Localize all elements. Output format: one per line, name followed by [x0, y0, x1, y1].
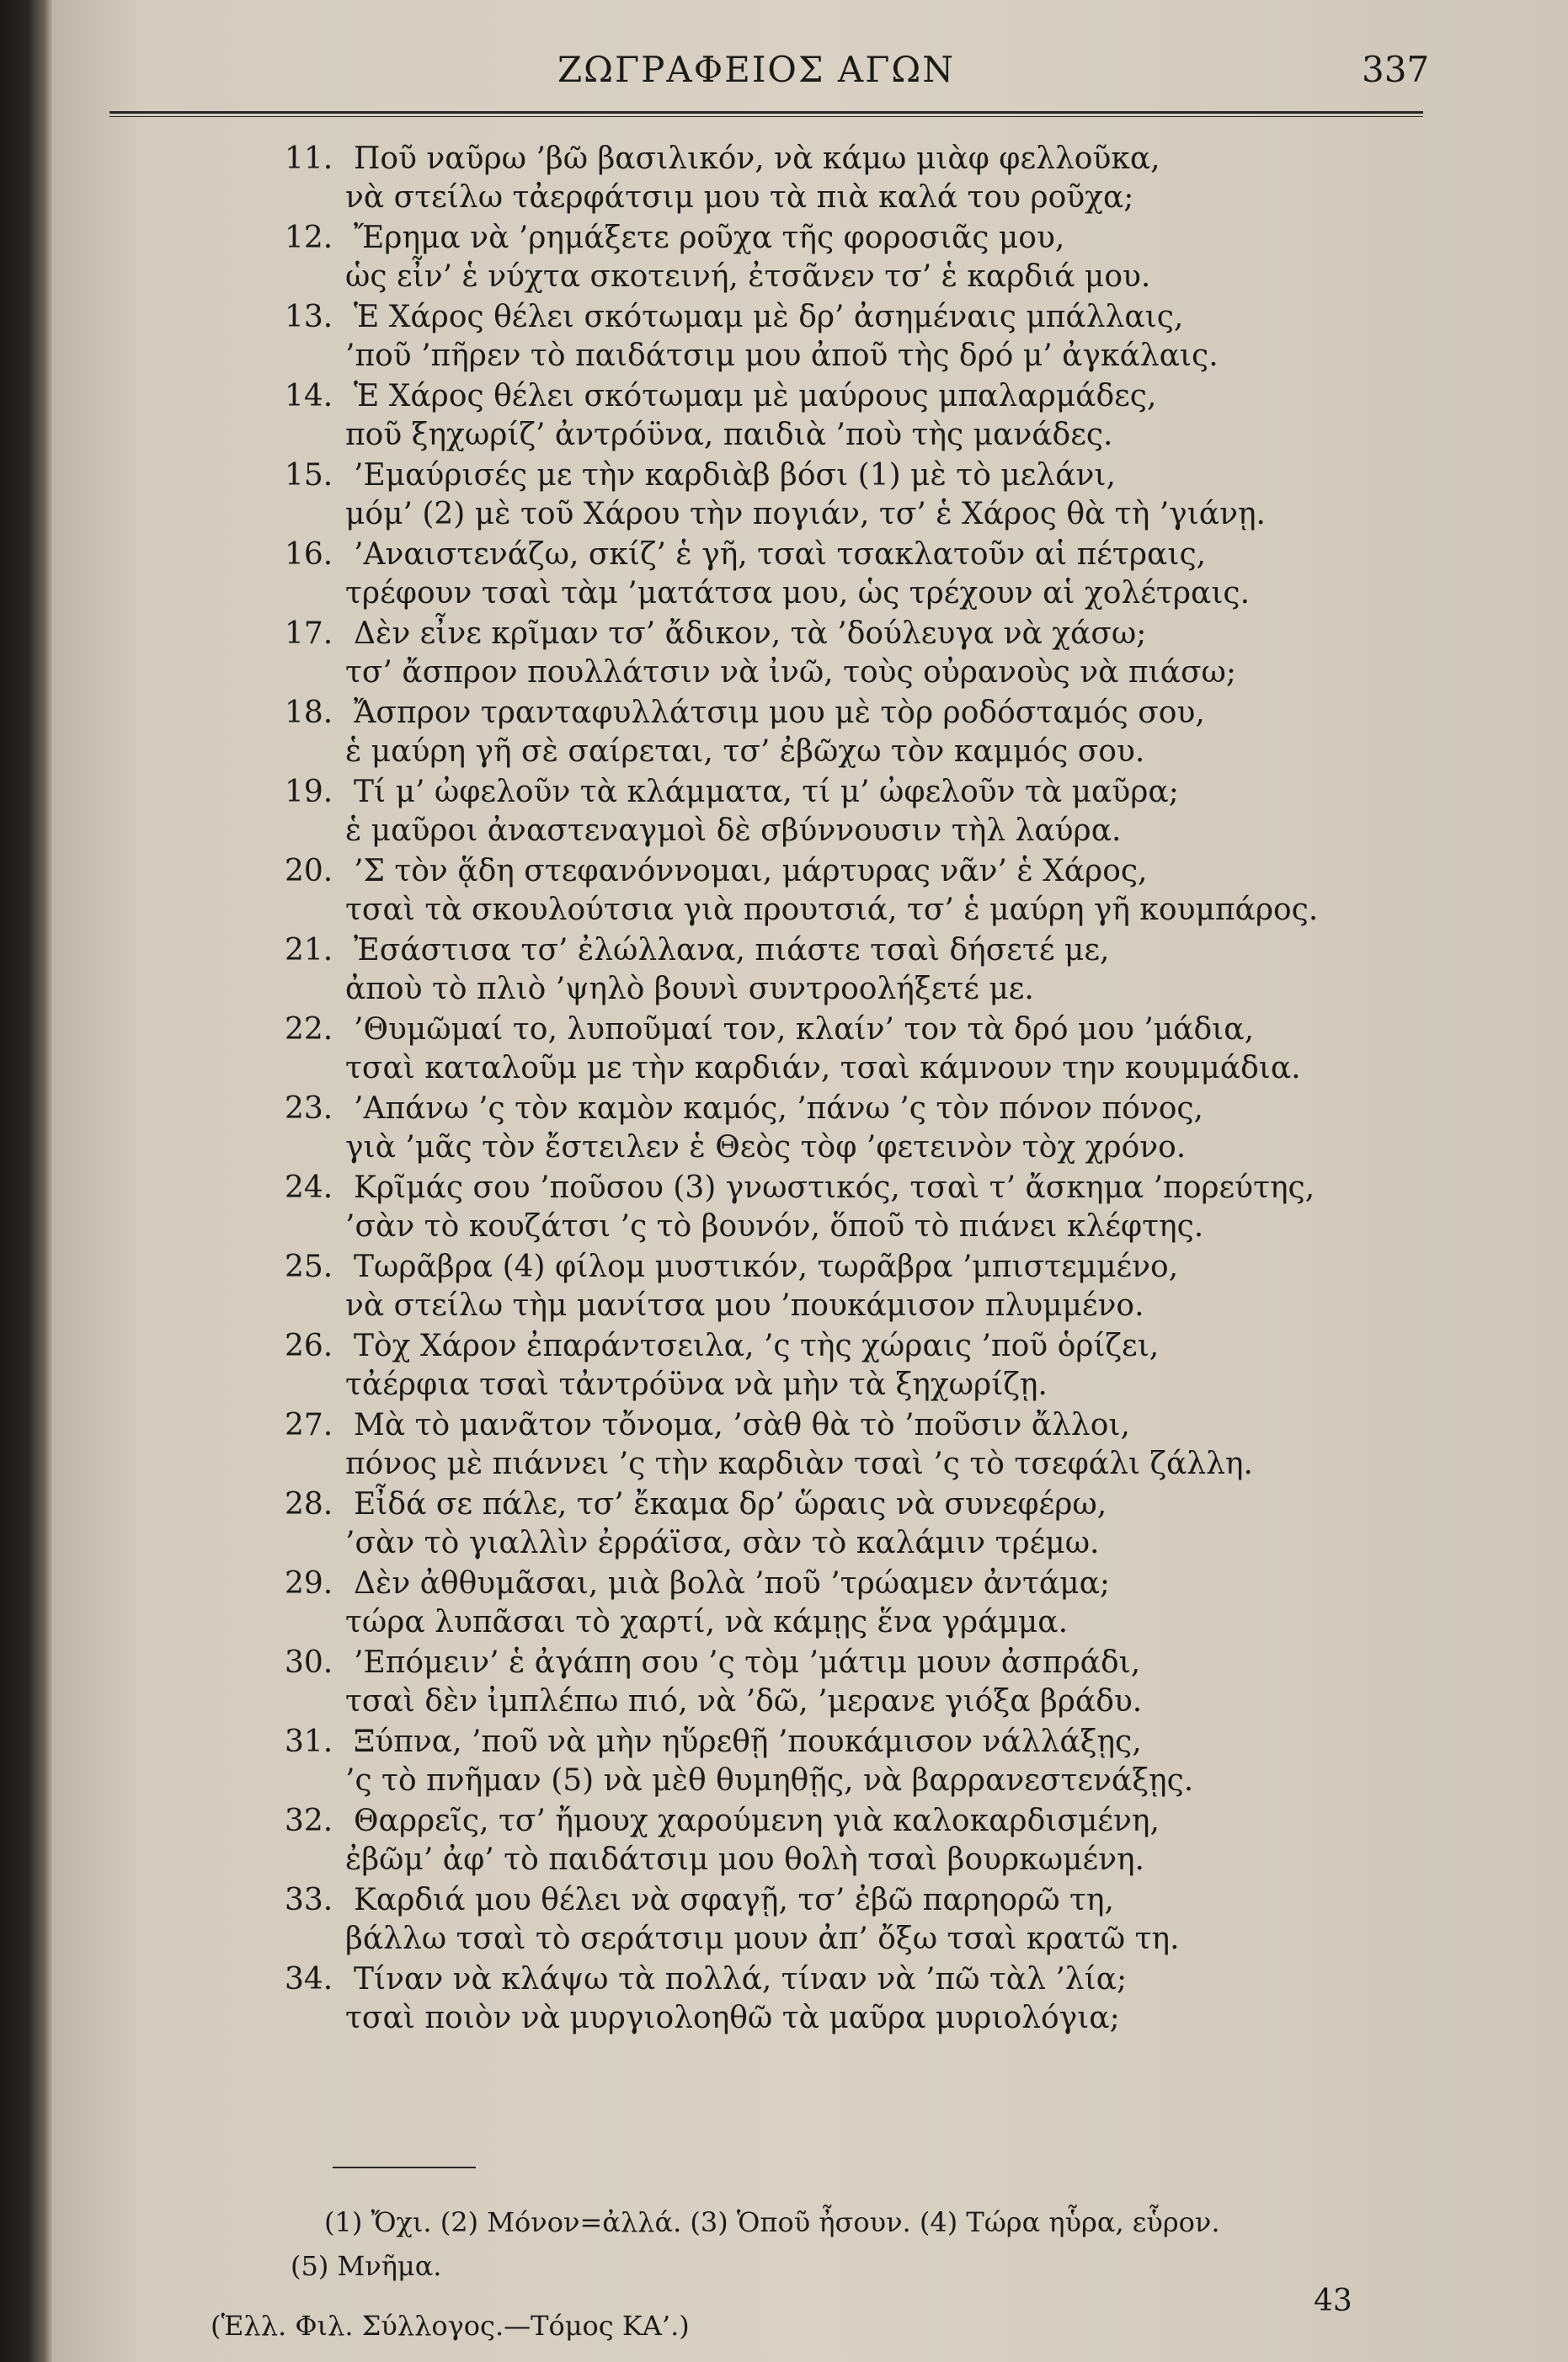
- verse-line: Ξύπνα, ’ποῦ νὰ μὴν ηὕρεθῇ ’πουκάμισον νάλλάξῃς,: [354, 1725, 1142, 1759]
- verse-line: Ἑ Χάρος θέλει σκότωμαμ μὲ μαύρους μπαλαρμάδες,: [354, 379, 1157, 413]
- verse-34: [0, 1962, 1568, 2041]
- verse-line: τρέφουν τσαὶ τὰμ ’ματάτσα μου, ὡς τρέχουν αἱ χολέτραις.: [345, 576, 1251, 610]
- verse-line: ἀποὺ τὸ πλιὸ ’ψηλὸ βουνὶ συντροολήξετέ με.: [345, 972, 1034, 1006]
- sheet-number: 43: [1314, 2284, 1352, 2318]
- verse-line: Κρῖμάς σου ’ποῦσου (3) γνωστικός, τσαὶ τ’ ἄσκημα ’πορεύτης,: [354, 1170, 1315, 1205]
- verse-number: 28.: [285, 1487, 333, 1522]
- verse-line: Ἄσπρον τρανταφυλλάτσιμ μου μὲ τὸρ ροδόσταμός σου,: [354, 696, 1205, 730]
- verse-line: ποῦ ξηχωρίζ’ ἀντρόϋνα, παιδιὰ ’ποὺ τὴς μανάδες.: [345, 418, 1113, 452]
- verse-14: [0, 379, 1568, 458]
- verse-number: 25.: [285, 1250, 333, 1284]
- verse-line: Τί μ’ ὠφελοῦν τὰ κλάμματα, τί μ’ ὠφελοῦν τὰ μαῦρα;: [354, 775, 1179, 809]
- verse-30: [0, 1645, 1568, 1725]
- verse-line: Ἐσάστισα τσ’ ἐλώλλανα, πιάστε τσαὶ δήσετέ με,: [354, 933, 1110, 968]
- verse-number: 15.: [285, 458, 333, 493]
- verse-line: ’Σ τὸν ᾅδη στεφανόννομαι, μάρτυρας νᾶν’ ἑ Χάρος,: [354, 854, 1148, 888]
- verse-line: βάλλω τσαὶ τὸ σεράτσιμ μουν ἀπ’ ὄξω τσαὶ κρατῶ τη.: [345, 1922, 1180, 1956]
- verse-line: γιὰ ’μᾶς τὸν ἔστειλεν ἑ Θεὸς τὸφ ’φετεινὸν τὸχ χρόνο.: [345, 1130, 1187, 1165]
- verse-line: ’ποῦ ’πῆρεν τὸ παιδάτσιμ μου ἀποῦ τὴς δρό μ’ ἀγκάλαις.: [345, 339, 1219, 373]
- verse-17: [0, 616, 1568, 696]
- verse-31: [0, 1725, 1568, 1804]
- verse-number: 31.: [285, 1725, 333, 1759]
- verse-line: Ἑ Χάρος θέλει σκότωμαμ μὲ δρ’ ἀσημέναις μπάλλαις,: [354, 300, 1184, 334]
- verse-20: [0, 854, 1568, 933]
- verse-line: Μὰ τὸ μανᾶτον τὄνομα, ’σὰθ θὰ τὸ ’ποῦσιν ἄλλοι,: [354, 1408, 1130, 1442]
- verse-line: ’Επόμειν’ ἑ ἀγάπη σου ’ς τὸμ ’μάτιμ μουν ἀσπράδι,: [354, 1645, 1141, 1680]
- verse-line: ’σὰν τὸ κουζάτσι ’ς τὸ βουνόν, ὅποῦ τὸ πιάνει κλέφτης.: [345, 1209, 1204, 1244]
- verse-line: ’Αναιστενάζω, σκίζ’ ἑ γῆ, τσαὶ τσακλατοῦν αἱ πέτραις,: [354, 537, 1207, 572]
- verse-line: μόμ’ (2) μὲ τοῦ Χάρου τὴν πογιάν, τσ’ ἑ Χάρος θὰ τὴ ’γιάνῃ.: [345, 497, 1266, 531]
- verse-number: 24.: [285, 1170, 333, 1205]
- footnote-line: (1) Ὄχι. (2) Μόνον=ἀλλά. (3) Ὁποῦ ἦσουν. (4) Τώρα ηὗρα, εὗρον.: [324, 2206, 1220, 2238]
- verse-line: ’σὰν τὸ γιαλλὶν ἐρράϊσα, σὰν τὸ καλάμιν τρέμω.: [345, 1526, 1100, 1560]
- verse-21: [0, 933, 1568, 1012]
- verse-18: [0, 696, 1568, 775]
- verse-32: [0, 1804, 1568, 1883]
- verse-number: 29.: [285, 1566, 333, 1601]
- footnote-line: (5) Μνῆμα.: [291, 2250, 442, 2282]
- verse-number: 26.: [285, 1329, 333, 1363]
- verse-28: [0, 1487, 1568, 1566]
- verse-line: Τὸχ Χάρον ἐπαράντσειλα, ’ς τὴς χώραις ’ποῦ ὁρίζει,: [354, 1329, 1160, 1363]
- verse-line: ’Απάνω ’ς τὸν καμὸν καμός, ’πάνω ’ς τὸν πόνον πόνος,: [354, 1091, 1203, 1126]
- verse-25: [0, 1250, 1568, 1329]
- verse-26: [0, 1329, 1568, 1408]
- verse-line: Ποῦ ναῦρω ’βῶ βασιλικόν, νὰ κάμω μιὰφ φελλοῦκα,: [354, 141, 1160, 176]
- verse-number: 11.: [285, 141, 333, 176]
- verse-number: 23.: [285, 1091, 333, 1126]
- verse-line: τσ’ ἄσπρον πουλλάτσιν νὰ ἰνῶ, τοὺς οὐρανοὺς νὰ πιάσω;: [345, 655, 1237, 690]
- header-rule: [109, 111, 1423, 117]
- verse-15: [0, 458, 1568, 537]
- verse-line: ἑ μαῦροι ἀναστεναγμοὶ δὲ σβύννουσιν τὴλ λαύρα.: [345, 813, 1122, 848]
- verse-line: ἑ μαύρη γῆ σὲ σαίρεται, τσ’ ἐβῶχω τὸν καμμός σου.: [345, 734, 1145, 769]
- verse-line: τσαὶ ποιὸν νὰ μυργιολοηθῶ τὰ μαῦρα μυριολόγια;: [345, 2001, 1120, 2035]
- verse-line: Δὲν εἶνε κρῖμαν τσ’ ἄδικον, τὰ ’δούλευγα νὰ χάσω;: [354, 616, 1147, 651]
- verse-number: 33.: [285, 1883, 333, 1917]
- verse-line: Δὲν ἀθθυμᾶσαι, μιὰ βολὰ ’ποῦ ’τρώαμεν ἀντάμα;: [354, 1566, 1111, 1601]
- verse-line: Τίναν νὰ κλάψω τὰ πολλά, τίναν νὰ ’πῶ τὰλ ’λία;: [354, 1962, 1128, 1997]
- verse-16: [0, 537, 1568, 616]
- page-header: [52, 49, 1568, 99]
- verse-number: 13.: [285, 300, 333, 334]
- verse-line: τσαὶ τὰ σκουλούτσια γιὰ προυτσιά, τσ’ ἑ μαύρη γῆ κουμπάρος.: [345, 893, 1319, 927]
- verse-number: 12.: [285, 221, 333, 255]
- verse-29: [0, 1566, 1568, 1645]
- verse-line: τἀέρφια τσαὶ τἀντρόϋνα νὰ μὴν τὰ ξηχωρίζῃ.: [345, 1368, 1048, 1402]
- verse-number: 22.: [285, 1012, 333, 1047]
- verse-number: 27.: [285, 1408, 333, 1442]
- verse-list: [0, 141, 1568, 2041]
- verse-number: 32.: [285, 1804, 333, 1838]
- verse-line: Θαρρεῖς, τσ’ ἤμουχ χαρούμενη γιὰ καλοκαρδισμένη,: [354, 1804, 1160, 1838]
- footnote-rule: [333, 2167, 476, 2168]
- verse-line: πόνος μὲ πιάννει ’ς τὴν καρδιὰν τσαὶ ’ς τὸ τσεφάλι ζάλλη.: [345, 1447, 1253, 1481]
- verse-number: 30.: [285, 1645, 333, 1680]
- verse-23: [0, 1091, 1568, 1170]
- verse-number: 34.: [285, 1962, 333, 1997]
- verse-27: [0, 1408, 1568, 1487]
- verse-line: ὡς εἶν’ ἑ νύχτα σκοτεινή, ἐτσᾶνεν τσ’ ἑ καρδιά μου.: [345, 259, 1151, 294]
- verse-19: [0, 775, 1568, 854]
- verse-line: ’ς τὸ πνῆμαν (5) νὰ μὲθ θυμηθῇς, νὰ βαρρανεστενάξῃς.: [345, 1763, 1194, 1798]
- verse-line: ’Θυμῶμαί το, λυποῦμαί τον, κλαίν’ τον τὰ δρό μου ’μάδια,: [354, 1012, 1255, 1047]
- verse-11: [0, 141, 1568, 221]
- verse-line: Ἔρημα νὰ ’ρημάξετε ροῦχα τῆς φοροσιᾶς μου,: [354, 221, 1065, 255]
- verse-12: [0, 221, 1568, 300]
- running-title: ΖΩΓΡΑΦΕΙΟΣ ΑΓΩΝ: [557, 49, 955, 90]
- verse-number: 18.: [285, 696, 333, 730]
- page-number: 337: [1362, 49, 1430, 90]
- verse-line: ἐβῶμ’ ἀφ’ τὸ παιδάτσιμ μου θολὴ τσαὶ βουρκωμένη.: [345, 1842, 1144, 1877]
- verse-line: ’Εμαύρισές με τὴν καρδιὰβ βόσι (1) μὲ τὸ μελάνι,: [354, 458, 1116, 493]
- verse-line: Καρδιά μου θέλει νὰ σφαγῇ, τσ’ ἐβῶ παρηορῶ τη,: [354, 1883, 1114, 1917]
- verse-line: νὰ στείλω τὴμ μανίτσα μου ’πουκάμισον πλυμμένο.: [345, 1288, 1144, 1323]
- verse-number: 19.: [285, 775, 333, 809]
- verse-24: [0, 1170, 1568, 1250]
- verse-33: [0, 1883, 1568, 1962]
- printer-signature: (Ἑλλ. Φιλ. Σύλλογος.—Τόμος ΚΑ’.): [211, 2310, 690, 2342]
- verse-line: Τωρᾶβρα (4) φίλομ μυστικόν, τωρᾶβρα ’μπιστεμμένο,: [354, 1250, 1179, 1284]
- verse-number: 14.: [285, 379, 333, 413]
- verse-13: [0, 300, 1568, 379]
- verse-line: νὰ στείλω τἀερφάτσιμ μου τὰ πιὰ καλά του ροῦχα;: [345, 180, 1134, 215]
- verse-number: 20.: [285, 854, 333, 888]
- verse-line: τσαὶ δὲν ἰμπλέπω πιό, νὰ ’δῶ, ’μερανε γιόξα βράδυ.: [345, 1684, 1143, 1719]
- verse-line: τώρα λυπᾶσαι τὸ χαρτί, νὰ κάμῃς ἕνα γράμμα.: [345, 1605, 1069, 1640]
- verse-number: 21.: [285, 933, 333, 968]
- verse-line: Εἶδά σε πάλε, τσ’ ἔκαμα δρ’ ὥραις νὰ συνεφέρω,: [354, 1487, 1107, 1522]
- verse-number: 17.: [285, 616, 333, 651]
- verse-22: [0, 1012, 1568, 1091]
- verse-line: τσαὶ καταλοῦμ με τὴν καρδιάν, τσαὶ κάμνουν την κουμμάδια.: [345, 1051, 1301, 1085]
- verse-number: 16.: [285, 537, 333, 572]
